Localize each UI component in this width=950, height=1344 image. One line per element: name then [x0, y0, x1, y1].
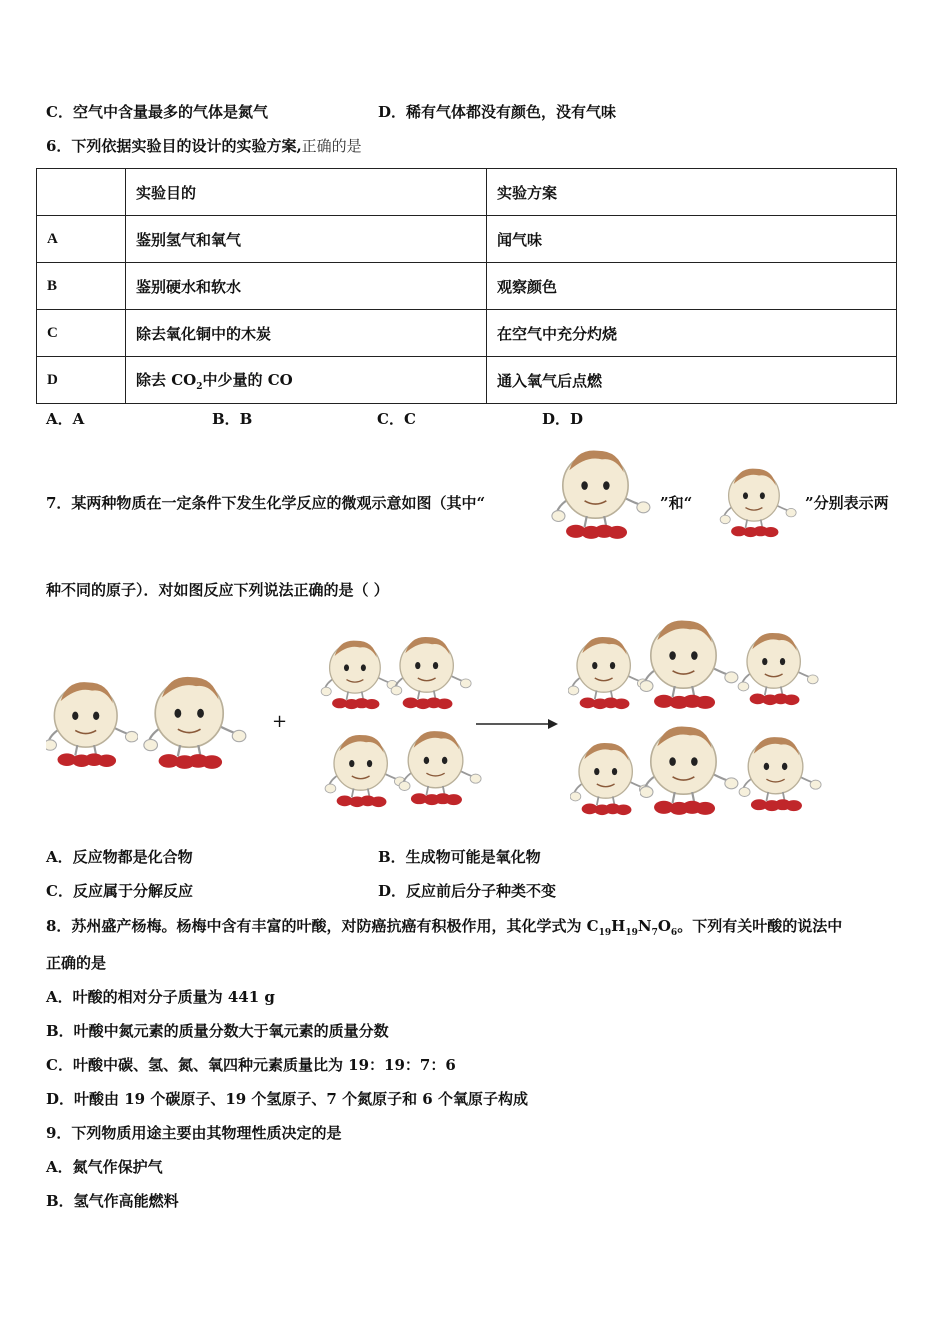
- reactant-small-atom: [390, 630, 474, 710]
- table-row: [37, 357, 897, 404]
- row-label: B: [37, 263, 126, 310]
- q5-option-c: C．空气中含量最多的气体是氮气: [46, 103, 268, 121]
- goal-prefix: 除去 CO: [136, 370, 197, 389]
- product-small-atom: [738, 730, 824, 812]
- row-plan: 在空气中充分灼烧: [487, 310, 897, 357]
- table-header-row: [37, 169, 897, 216]
- formula-sub: 19: [598, 928, 612, 938]
- table-header-cell: 实验方案: [487, 169, 897, 216]
- q6-option-a: A．A: [46, 410, 85, 428]
- q7-stem-start: 7．某两种物质在一定条件下发生化学反应的微观示意如图（其中“: [46, 494, 486, 512]
- atom-large-icon: [542, 442, 662, 540]
- q7-stem-mid: ”和“: [660, 494, 693, 512]
- q8-option-a: A．叶酸的相对分子质量为 441 g: [46, 988, 275, 1006]
- table-row: [37, 263, 897, 310]
- q8-stem-start: 8．苏州盛产杨梅。杨梅中含有丰富的叶酸，对防癌抗癌有积极作用，其化学式为 C: [46, 917, 599, 935]
- row-label: D: [37, 357, 126, 404]
- row-goal: 除去氧化铜中的木炭: [126, 310, 487, 357]
- q7-option-c: C．反应属于分解反应: [46, 882, 193, 900]
- product-large-atom: [640, 718, 740, 816]
- formula-element: N: [637, 917, 652, 935]
- row-goal: [126, 357, 487, 404]
- row-plan: 闻气味: [487, 216, 897, 263]
- formula-sub: 6: [670, 928, 678, 938]
- row-label: A: [37, 216, 126, 263]
- reactant-small-atom: [320, 634, 400, 710]
- q7-option-d: D．反应前后分子种类不变: [378, 882, 557, 900]
- q7-stem-line2: 种不同的原子）．对如图反应下列说法正确的是（ ）: [46, 581, 389, 599]
- q8-stem: [46, 916, 842, 943]
- q6-option-d: D．D: [542, 410, 584, 428]
- reaction-arrow-icon: [474, 716, 560, 732]
- q6-stem-bold: 6．下列依据实验目的设计的实验方案,: [46, 137, 302, 155]
- q5-option-d: D．稀有气体都没有颜色，没有气味: [378, 103, 617, 121]
- goal-suffix: 中少量的 CO: [202, 370, 293, 389]
- table-header-cell: [37, 169, 126, 216]
- table-row: [37, 216, 897, 263]
- q6-stem: [46, 136, 362, 156]
- formula-sub: 7: [651, 928, 658, 938]
- q7-option-a: A．反应物都是化合物: [46, 848, 193, 866]
- reactant-small-atom: [324, 728, 408, 808]
- table-row: [37, 310, 897, 357]
- row-goal: 鉴别硬水和软水: [126, 263, 487, 310]
- atom-small-icon: [713, 462, 805, 538]
- reactant-large-atom: [140, 668, 252, 770]
- table-header-cell: 实验目的: [126, 169, 487, 216]
- q9-stem: 9．下列物质用途主要由其物理性质决定的是: [46, 1124, 342, 1142]
- q7-stem-end: ”分别表示两: [805, 494, 889, 512]
- q8-option-d: D．叶酸由 19 个碳原子、19 个氢原子、7 个氮原子和 6 个氧原子构成: [46, 1090, 528, 1108]
- product-small-atom: [568, 630, 650, 710]
- reactant-large-atom: [46, 672, 138, 770]
- q6-option-b: B．B: [212, 410, 253, 428]
- q9-option-b: B．氢气作高能燃料: [46, 1192, 179, 1210]
- formula-element: O: [657, 917, 671, 935]
- product-small-atom: [736, 626, 822, 706]
- q6-table: [36, 168, 897, 404]
- q6-option-c: C．C: [377, 410, 416, 428]
- q8-option-c: C．叶酸中碳、氢、氮、氧四种元素质量比为 19：19：7：6: [46, 1056, 456, 1074]
- row-plan: 观察颜色: [487, 263, 897, 310]
- plus-sign: +: [272, 711, 288, 732]
- goal-subscript: 2: [196, 381, 203, 392]
- row-goal: 鉴别氢气和氧气: [126, 216, 487, 263]
- formula-element: H: [611, 917, 626, 935]
- q7-option-b: B．生成物可能是氧化物: [378, 848, 541, 866]
- formula-sub: 19: [625, 928, 638, 938]
- row-plan: 通入氧气后点燃: [487, 357, 897, 404]
- q6-stem-light: 正确的是: [301, 137, 362, 155]
- q8-option-b: B．叶酸中氮元素的质量分数大于氧元素的质量分数: [46, 1022, 389, 1040]
- row-label: C: [37, 310, 126, 357]
- q9-option-a: A．氮气作保护气: [46, 1158, 163, 1176]
- reactant-small-atom: [398, 724, 484, 806]
- reaction-diagram: [40, 612, 840, 822]
- q8-stem-end: 。下列有关叶酸的说法中: [677, 917, 843, 935]
- product-large-atom: [640, 612, 740, 710]
- q8-stem-line2: 正确的是: [46, 954, 107, 972]
